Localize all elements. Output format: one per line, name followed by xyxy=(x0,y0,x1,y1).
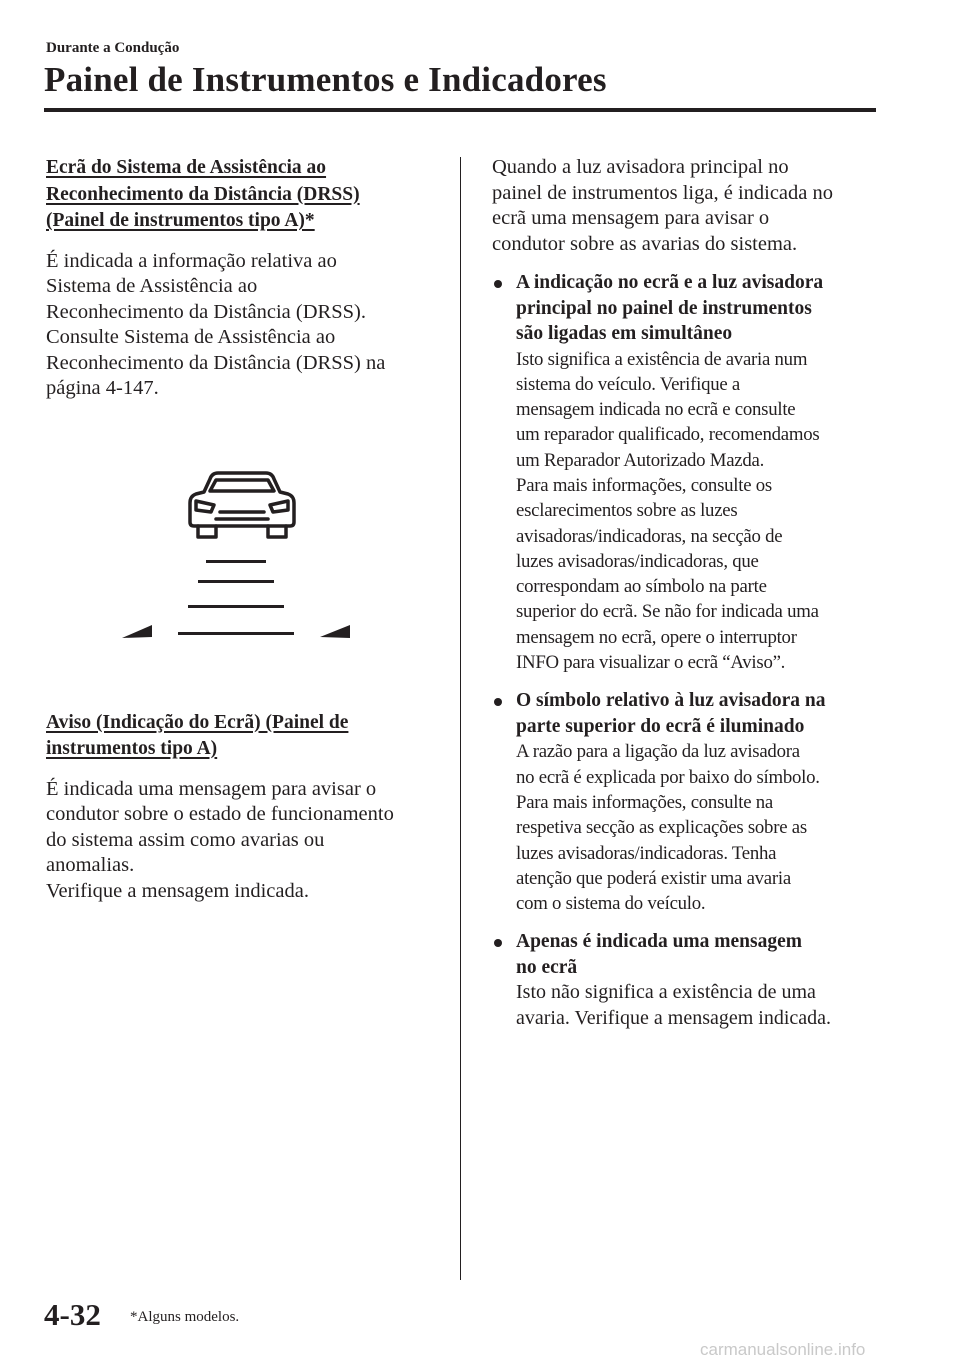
column-divider xyxy=(460,157,461,1280)
bullet-dot-icon xyxy=(494,280,502,288)
drss-figure xyxy=(46,424,444,654)
distance-bar-4 xyxy=(178,632,294,635)
bullet-heading: O símbolo relativo à luz avisadora na parte superior do ecrã é iluminado xyxy=(516,690,826,737)
bullet-body: A razão para a ligação da luz avisadora no ecrã é explicada por baixo do símbolo. Para mais informações, consulte na respetiva secção as explicações sobre as luzes avisadoras/indicadoras. Tenha atenção que poderá existir uma avaria com o sistema do veículo. xyxy=(516,741,820,915)
right-lane-marker-icon xyxy=(320,625,350,638)
right-column xyxy=(492,155,887,1031)
left-column xyxy=(46,155,444,904)
bullet-item xyxy=(492,688,887,916)
bullet-dot-icon xyxy=(494,939,502,947)
distance-bar-3 xyxy=(188,605,284,608)
aviso-body: É indicada uma mensagem para avisar o condutor sobre o estado de funcionamento do sistema assim como avarias ou anomalias. Verifique a mensagem indicada. xyxy=(46,777,394,902)
left-lane-marker-icon xyxy=(122,625,152,638)
intro-paragraph: Quando a luz avisadora principal no painel de instrumentos liga, é indicada no ecrã uma mensagem para avisar o condutor sobre as avarias do sistema. xyxy=(492,156,834,255)
watermark: carmanualsonline.info xyxy=(700,1340,866,1359)
bullet-dot-icon xyxy=(494,698,502,706)
footnote: *Alguns modelos. xyxy=(130,1309,240,1325)
section-label: Durante a Condução xyxy=(46,40,180,56)
bullet-item xyxy=(492,270,887,675)
drss-heading: Ecrã do Sistema de Assistência ao Reconhecimento da Distância (DRSS) (Painel de instrumentos tipo A)* xyxy=(46,157,360,231)
car-front-icon xyxy=(190,473,294,537)
bullet-body: Isto significa a existência de avaria num sistema do veículo. Verifique a mensagem indicada no ecrã e consulte um reparador qualificado, recomendamos um Reparador Autorizado Mazda. Para mais informações, consulte os esclarecimentos sobre as luzes avisadoras/indicadoras, na secção de luzes avisadoras/indicadoras, que correspondam ao símbolo na parte superior do ecrã. Se não for indicada uma mensagem no ecrã, opere o interruptor INFO para visualizar o ecrã “Aviso”. xyxy=(516,348,820,674)
distance-bar-1 xyxy=(206,560,266,563)
bullet-heading: A indicação no ecrã e a luz avisadora principal no painel de instrumentos são ligadas em simultâneo xyxy=(516,272,824,344)
aviso-heading: Aviso (Indicação do Ecrã) (Painel de instrumentos tipo A) xyxy=(46,711,349,759)
drss-car-distance-icon xyxy=(46,424,444,654)
title-rule xyxy=(44,108,876,112)
page-number: 4-32 xyxy=(44,1297,101,1332)
bullet-heading: Apenas é indicada uma mensagem no ecrã xyxy=(516,931,803,978)
page-title: Painel de Instrumentos e Indicadores xyxy=(44,60,607,99)
distance-bar-2 xyxy=(198,580,274,583)
drss-body: É indicada a informação relativa ao Sistema de Assistência ao Reconhecimento da Distância (DRSS). Consulte Sistema de Assistência ao Reconhecimento da Distância (DRSS) na página 4-147. xyxy=(46,249,386,399)
bullet-body: Isto não significa a existência de uma avaria. Verifique a mensagem indicada. xyxy=(516,981,832,1029)
bullet-item xyxy=(492,929,887,1031)
distance-bars xyxy=(178,560,294,635)
